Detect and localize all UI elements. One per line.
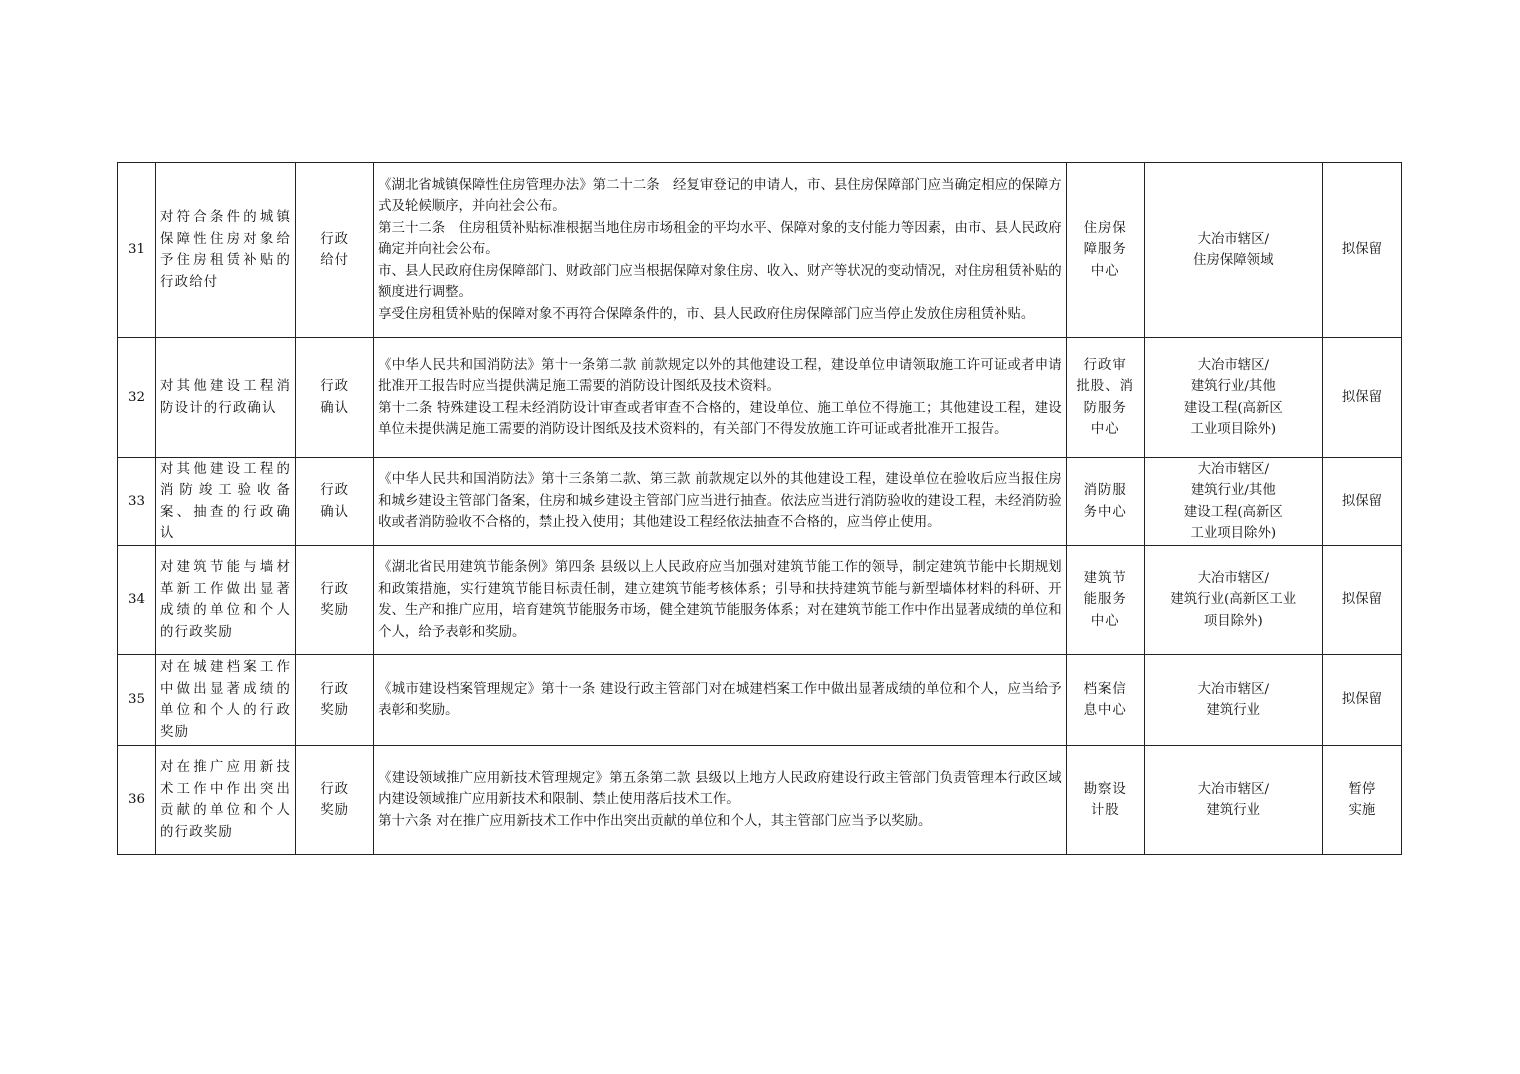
legal-basis [374,458,1067,546]
scope: 大冶市辖区/ 建筑行业/其他 建设工程(高新区 工业项目除外) [1144,338,1322,458]
power-list-table [117,162,1402,855]
power-type: 行政 奖励 [296,655,374,746]
table-row [118,458,1402,546]
power-type: 行政 确认 [296,338,374,458]
row-number: 33 [118,458,156,546]
scope: 大冶市辖区/ 建筑行业 [1144,746,1322,855]
item-name: 对符合条件的城镇保障性住房对象给予住房租赁补贴的行政给付 [156,163,296,338]
scope: 大冶市辖区/ 建筑行业/其他 建设工程(高新区 工业项目除外) [1144,458,1322,546]
item-name: 对其他建设工程消防设计的行政确认 [156,338,296,458]
status: 拟保留 [1322,338,1401,458]
row-number: 35 [118,655,156,746]
power-type: 行政 奖励 [296,546,374,655]
table-row [118,546,1402,655]
responsible-dept: 勘察设 计股 [1066,746,1144,855]
item-name: 对其他建设工程的消防竣工验收备案、抽查的行政确认 [156,458,296,546]
responsible-dept: 行政审 批股、消 防服务 中心 [1066,338,1144,458]
item-name: 对在城建档案工作中做出显著成绩的单位和个人的行政奖励 [156,655,296,746]
legal-basis [374,546,1067,655]
basis-paragraph: 第三十二条 住房租赁补贴标准根据当地住房市场租金的平均水平、保障对象的支付能力等因素，由市、县人民政府确定并向社会公布。 [378,220,1062,258]
row-number: 36 [118,746,156,855]
basis-paragraph: 享受住房租赁补贴的保障对象不再符合保障条件的，市、县人民政府住房保障部门应当停止发放住房租赁补贴。 [378,306,1035,322]
table-row [118,746,1402,855]
legal-basis [374,746,1067,855]
legal-basis [374,338,1067,458]
responsible-dept: 消防服 务中心 [1066,458,1144,546]
basis-paragraph: 《中华人民共和国消防法》第十一条第二款 前款规定以外的其他建设工程，建设单位申请领取施工许可证或者申请批准开工报告时应当提供满足施工需要的消防设计图纸及技术资料。 [378,357,1062,394]
basis-paragraph: 《湖北省民用建筑节能条例》第四条 县级以上人民政府应当加强对建筑节能工作的领导，制定建筑节能中长期规划和政策措施，实行建筑节能目标责任制，建立建筑节能考核体系；引导和扶持建筑节能与新型墙体材料的科研、开发、生产和推广应用，培育建筑节能服务市场，健全建筑节能服务体系；对在建筑节能工作中作出显著成绩的单位和个人，给予表彰和奖励。 [378,560,1062,640]
responsible-dept: 建筑节 能服务 中心 [1066,546,1144,655]
scope: 大冶市辖区/ 建筑行业 [1144,655,1322,746]
item-name: 对在推广应用新技术工作中作出突出贡献的单位和个人的行政奖励 [156,746,296,855]
basis-paragraph: 市、县人民政府住房保障部门、财政部门应当根据保障对象住房、收入、财产等状况的变动情况，对住房租赁补贴的额度进行调整。 [378,263,1062,301]
responsible-dept: 住房保 障服务 中心 [1066,163,1144,338]
row-number: 34 [118,546,156,655]
basis-paragraph: 《中华人民共和国消防法》第十三条第二款、第三款 前款规定以外的其他建设工程，建设单位在验收后应当报住房和城乡建设主管部门备案，住房和城乡建设主管部门应当进行抽查。依法应当进行消防验收的建设工程，未经消防验收或者消防验收不合格的，禁止投入使用；其他建设工程经依法抽查不合格的，应当停止使用。 [378,472,1062,531]
basis-paragraph: 第十六条 对在推广应用新技术工作中作出突出贡献的单位和个人，其主管部门应当予以奖励。 [378,813,932,829]
basis-paragraph: 《湖北省城镇保障性住房管理办法》第二十二条 经复审登记的申请人，市、县住房保障部门应当确定相应的保障方式及轮候顺序，并向社会公布。 [378,177,1062,215]
power-type: 行政 奖励 [296,746,374,855]
basis-paragraph: 第十二条 特殊建设工程未经消防设计审查或者审查不合格的，建设单位、施工单位不得施工；其他建设工程，建设单位未提供满足施工需要的消防设计图纸及技术资料的，有关部门不得发放施工许可证或者批准开工报告。 [378,400,1062,437]
table-row [118,163,1402,338]
status: 拟保留 [1322,458,1401,546]
legal-basis [374,655,1067,746]
basis-paragraph: 《城市建设档案管理规定》第十一条 建设行政主管部门对在城建档案工作中做出显著成绩的单位和个人，应当给予表彰和奖励。 [378,681,1062,718]
table-row [118,655,1402,746]
basis-paragraph: 《建设领域推广应用新技术管理规定》第五条第二款 县级以上地方人民政府建设行政主管部门负责管理本行政区域内建设领域推广应用新技术和限制、禁止使用落后技术工作。 [378,770,1062,808]
scope: 大冶市辖区/ 建筑行业(高新区工业 项目除外) [1144,546,1322,655]
status: 拟保留 [1322,655,1401,746]
scope: 大冶市辖区/ 住房保障领域 [1144,163,1322,338]
table-row [118,338,1402,458]
power-type: 行政 给付 [296,163,374,338]
status: 暂停 实施 [1322,746,1401,855]
row-number: 32 [118,338,156,458]
status: 拟保留 [1322,163,1401,338]
status: 拟保留 [1322,546,1401,655]
power-type: 行政 确认 [296,458,374,546]
row-number: 31 [118,163,156,338]
legal-basis [374,163,1067,338]
item-name: 对建筑节能与墙材革新工作做出显著成绩的单位和个人的行政奖励 [156,546,296,655]
responsible-dept: 档案信 息中心 [1066,655,1144,746]
